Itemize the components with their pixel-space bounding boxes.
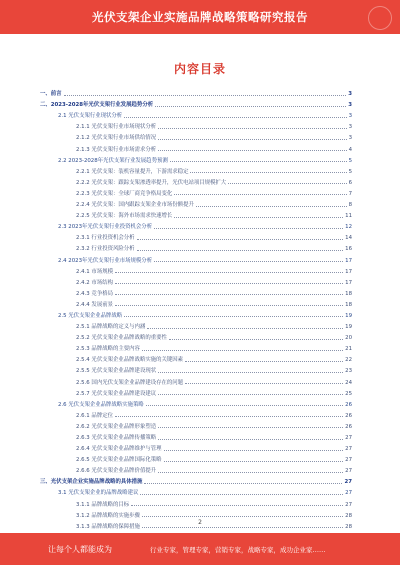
toc-entry[interactable]	[40, 441, 352, 452]
toc-dot-leader	[158, 150, 346, 151]
toc-heading: 内容目录	[173, 62, 226, 76]
toc-entry-title: 2.4.3 竞争格局	[76, 290, 113, 297]
toc-dot-leader	[142, 516, 343, 517]
footer-slogan: 让每个人都能成为	[48, 544, 112, 554]
toc-entry-page: 18	[345, 290, 352, 297]
toc-entry-title: 2.3.1 行业投资机会分析	[76, 235, 135, 242]
toc-entry[interactable]	[40, 208, 352, 219]
toc-entry-title: 2.2.1 光伏支架：装机容量提升，下游需求稳定	[76, 168, 189, 175]
toc-entry-title: 2.5.3 品牌战略的主要内容	[76, 346, 140, 353]
toc-entry-page: 19	[345, 324, 352, 331]
toc-dot-leader	[142, 350, 343, 351]
toc-entry-page: 17	[345, 279, 352, 286]
toc-entry-title: 3.1 光伏支架企业的品牌战略建议	[58, 490, 139, 497]
toc-entry-page: 26	[345, 423, 352, 430]
toc-dot-leader	[158, 139, 346, 140]
toc-entry-title: 2.1.1 光伏支架行业市场现状分析	[76, 124, 157, 131]
toc-entry-title: 2.2.5 光伏支架：海外市场需求快速增长	[76, 213, 173, 220]
toc-entry[interactable]	[40, 297, 352, 308]
toc-entry-page: 27	[344, 479, 352, 486]
toc-dot-leader	[115, 272, 343, 273]
toc-entry-page: 24	[345, 379, 352, 386]
toc-dot-leader	[144, 483, 342, 484]
toc-entry[interactable]	[40, 474, 352, 485]
toc-entry-page: 21	[345, 346, 352, 353]
toc-dot-leader	[174, 194, 346, 195]
toc-entry-title: 一、前言	[40, 91, 62, 98]
toc-entry-title: 2.2 2023-2028年光伏支架行业发展趋势预测	[58, 157, 168, 164]
header-decoration	[368, 6, 392, 30]
toc-entry[interactable]	[40, 130, 352, 141]
toc-entry-page: 11	[345, 213, 352, 220]
toc-entry-title: 3.1.2 品牌战略的实施步骤	[76, 512, 140, 519]
toc-entry-title: 2.4.2 市场结构	[76, 279, 113, 286]
toc-dot-leader	[174, 217, 343, 218]
toc-dot-leader	[147, 328, 343, 329]
toc-dot-leader	[124, 316, 343, 317]
toc-entry-title: 2.6 光伏支架企业品牌战略实施策略	[58, 401, 144, 408]
toc-entry-page: 28	[345, 523, 352, 530]
toc-entry-page: 3	[348, 91, 352, 98]
toc-entry-title: 2.3.2 行业投资风险分析	[76, 246, 135, 253]
toc-dot-leader	[142, 527, 343, 528]
toc-entry[interactable]	[40, 452, 352, 463]
toc-dot-leader	[155, 106, 346, 107]
page-number: 2	[198, 519, 202, 526]
toc-entry[interactable]	[40, 108, 352, 119]
toc-dot-leader	[228, 183, 346, 184]
toc-dot-leader	[164, 461, 344, 462]
toc-entry[interactable]	[40, 286, 352, 297]
toc-dot-leader	[115, 305, 343, 306]
toc-entry-page: 17	[345, 257, 352, 264]
toc-dot-leader	[154, 228, 343, 229]
toc-entry-page: 27	[345, 501, 352, 508]
toc-entry-page: 3	[348, 113, 352, 120]
toc-entry[interactable]	[40, 319, 352, 330]
toc-entry[interactable]	[40, 374, 352, 385]
toc-dot-leader	[124, 117, 346, 118]
toc-entry-page: 26	[345, 401, 352, 408]
toc-entry[interactable]	[40, 386, 352, 397]
toc-dot-leader	[158, 372, 343, 373]
toc-entry[interactable]	[40, 496, 352, 507]
toc-entry-title: 三、光伏支架企业实施品牌战略的具体措施	[40, 479, 143, 486]
toc-entry-title: 2.2.4 光伏支架：国内跟踪支架企业市场份额提升	[76, 202, 194, 209]
toc-dot-leader	[115, 416, 343, 417]
toc-entry-title: 2.1.2 光伏支架行业市场供给情况	[76, 135, 157, 142]
toc-entry[interactable]	[40, 363, 352, 374]
toc-dot-leader	[190, 172, 346, 173]
toc-entry-title: 2.5.2 光伏支架企业品牌战略的重要性	[76, 335, 167, 342]
toc-entry-page: 28	[345, 512, 352, 519]
toc-entry[interactable]	[40, 419, 352, 430]
toc-entry[interactable]	[40, 308, 352, 319]
page-footer	[0, 533, 400, 565]
toc-dot-leader	[164, 450, 344, 451]
toc-dot-leader	[170, 161, 347, 162]
toc-entry-page: 22	[345, 357, 352, 364]
toc-entry-title: 2.6.6 光伏支架企业品牌价值提升	[76, 468, 157, 475]
page-header	[0, 0, 400, 34]
toc-entry-page: 23	[345, 368, 352, 375]
toc-entry[interactable]	[40, 463, 352, 474]
toc-entry-title: 2.5.1 品牌战略的定义与内涵	[76, 324, 146, 331]
toc-entry[interactable]	[40, 508, 352, 519]
toc-dot-leader	[158, 472, 343, 473]
toc-entry-page: 18	[345, 301, 352, 308]
toc-entry-page: 14	[345, 235, 352, 242]
toc-entry-title: 2.5 光伏支架企业品牌战略	[58, 312, 123, 319]
toc-entry-page: 16	[345, 246, 352, 253]
toc-entry-title: 3.1.1 品牌战略的目标	[76, 501, 130, 508]
toc-entry-page: 12	[345, 224, 352, 231]
footer-tagline: 行业专家，管理专家，营销专家，战略专家，成功企业家……	[150, 545, 326, 554]
toc-entry[interactable]	[40, 430, 352, 441]
toc-entry-page: 27	[345, 446, 352, 453]
toc-entry[interactable]	[40, 275, 352, 286]
toc-dot-leader	[158, 394, 343, 395]
toc-entry-title: 二、2023-2028年光伏支架行业发展趋势分析	[40, 102, 154, 109]
toc-entry[interactable]	[40, 219, 352, 230]
toc-entry-title: 2.1 光伏支架行业现状分析	[58, 113, 123, 120]
table-of-contents	[40, 86, 352, 530]
report-title: 光伏支架企业实施品牌战略策略研究报告	[92, 10, 308, 24]
toc-dot-leader	[154, 261, 343, 262]
toc-entry[interactable]	[40, 141, 352, 152]
toc-entry-title: 2.6.4 光伏支架企业品牌维护与管理	[76, 446, 162, 453]
toc-dot-leader	[140, 494, 343, 495]
toc-entry-page: 5	[348, 157, 352, 164]
toc-entry[interactable]	[40, 264, 352, 275]
toc-dot-leader	[115, 294, 343, 295]
toc-dot-leader	[64, 95, 347, 96]
toc-entry[interactable]	[40, 197, 352, 208]
toc-dot-leader	[196, 206, 347, 207]
toc-entry-page: 27	[345, 435, 352, 441]
toc-entry[interactable]	[40, 175, 352, 186]
toc-dot-leader	[158, 439, 343, 440]
toc-entry-page: 4	[348, 146, 352, 153]
toc-entry[interactable]	[40, 397, 352, 408]
toc-entry[interactable]	[40, 119, 352, 130]
toc-entry[interactable]	[40, 485, 352, 496]
toc-entry-title: 2.5.5 光伏支架企业品牌建设现状	[76, 368, 157, 375]
toc-entry-page: 26	[345, 412, 352, 419]
toc-entry[interactable]	[40, 352, 352, 363]
toc-dot-leader	[137, 250, 344, 251]
toc-entry-page: 8	[348, 202, 352, 209]
toc-dot-leader	[115, 283, 343, 284]
toc-entry-page: 27	[345, 490, 352, 497]
toc-entry[interactable]	[40, 230, 352, 241]
toc-dot-leader	[146, 405, 343, 406]
toc-entry[interactable]	[40, 408, 352, 419]
toc-entry-page: 27	[345, 457, 352, 464]
toc-dot-leader	[131, 505, 343, 506]
toc-dot-leader	[137, 239, 344, 240]
toc-entry-title: 2.5.7 光伏支架企业品牌建设建议	[76, 390, 157, 397]
toc-entry-page: 19	[345, 312, 352, 319]
toc-entry-title: 2.2.3 光伏支架：全球厂商竞争格局变化	[76, 190, 173, 197]
toc-entry[interactable]	[40, 341, 352, 352]
toc-entry-page: 3	[348, 135, 352, 142]
toc-dot-leader	[185, 361, 343, 362]
toc-entry-page: 7	[348, 190, 352, 197]
toc-entry-title: 2.5.6 国内光伏支架企业品牌建设存在的问题	[76, 379, 184, 386]
toc-entry-title: 2.4 2023年光伏支架行业市场规模分析	[58, 257, 153, 264]
toc-entry-title: 2.6.3 光伏支架企业品牌传播策略	[76, 435, 157, 441]
toc-entry-page: 27	[345, 468, 352, 475]
toc-entry-page: 3	[348, 102, 352, 109]
toc-entry-page: 25	[345, 390, 352, 397]
toc-dot-leader	[158, 128, 346, 129]
toc-entry-page: 17	[345, 268, 352, 275]
toc-entry[interactable]	[40, 330, 352, 341]
toc-entry[interactable]	[40, 86, 352, 97]
toc-dot-leader	[185, 383, 343, 384]
toc-entry-title: 2.3 2023年光伏支架行业投资机会分析	[58, 224, 153, 231]
toc-entry[interactable]	[40, 153, 352, 164]
toc-entry-title: 2.1.3 光伏支架行业市场需求分析	[76, 146, 157, 153]
toc-entry-page: 20	[345, 335, 352, 342]
toc-entry-page: 6	[348, 179, 352, 186]
toc-entry-title: 2.5.4 光伏支架企业品牌战略实施的关键因素	[76, 357, 184, 364]
toc-entry-title: 2.6.2 光伏支架企业品牌形象塑造	[76, 423, 157, 430]
toc-entry-page: 5	[348, 168, 352, 175]
toc-entry-page: 3	[348, 124, 352, 131]
toc-entry-title: 2.6.1 品牌定位	[76, 412, 113, 419]
toc-entry[interactable]	[40, 241, 352, 252]
toc-entry-title: 2.2.2 光伏支架：跟踪支架渗透率提升，光伏电站项目规模扩大	[76, 179, 227, 186]
toc-dot-leader	[169, 339, 343, 340]
toc-entry[interactable]	[40, 97, 352, 108]
toc-entry[interactable]	[40, 252, 352, 263]
toc-entry[interactable]	[40, 164, 352, 175]
toc-entry-title: 2.4.4 发展前景	[76, 301, 113, 308]
toc-entry[interactable]	[40, 186, 352, 197]
toc-entry-title: 3.1.3 品牌战略的保障措施	[76, 523, 140, 530]
toc-entry-title: 2.6.5 光伏支架企业品牌国际化策略	[76, 457, 162, 464]
toc-dot-leader	[158, 427, 343, 428]
toc-entry-title: 2.4.1 市场规模	[76, 268, 113, 275]
